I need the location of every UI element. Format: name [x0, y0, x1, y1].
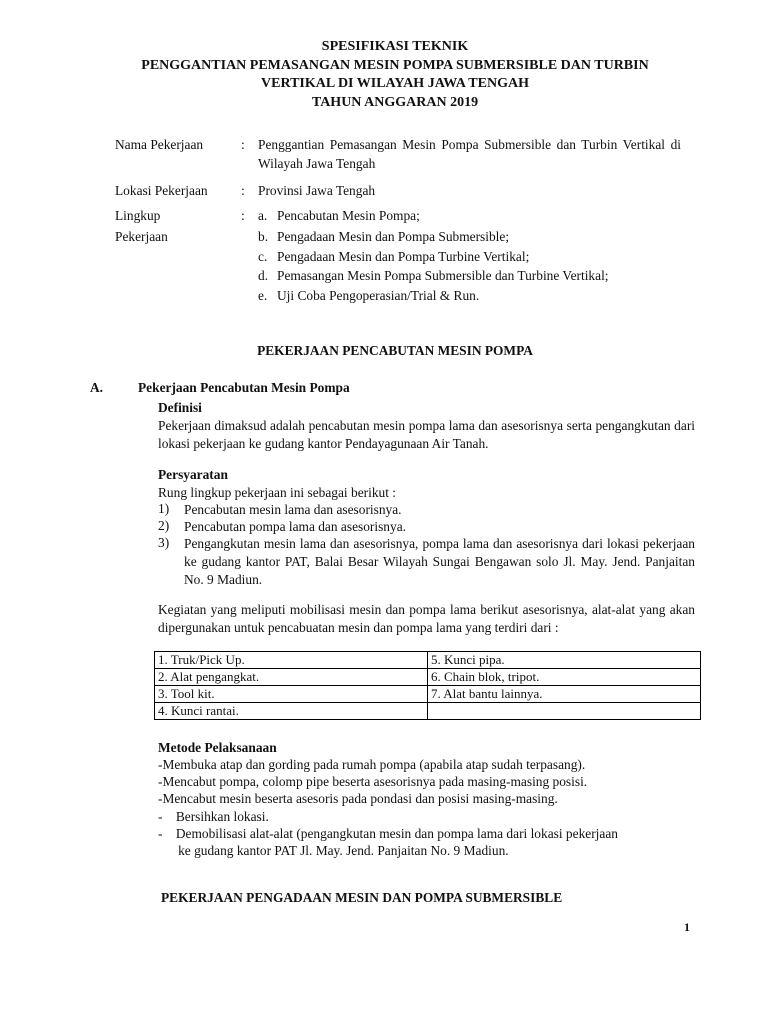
- table-row: [155, 703, 701, 720]
- title-line-3: VERTIKAL DI WILAYAH JAWA TENGAH: [261, 76, 529, 91]
- table-row: [155, 686, 701, 703]
- persyaratan-item: Pencabutan mesin lama dan asesorisnya.: [184, 502, 402, 517]
- persyaratan-item: Pencabutan pompa lama dan asesorisnya.: [184, 519, 406, 534]
- table-cell: 7. Alat bantu lainnya.: [428, 686, 701, 703]
- subsection-title: Pekerjaan Pencabutan Mesin Pompa: [138, 380, 350, 395]
- metode-item: ke gudang kantor PAT Jl. May. Jend. Panjaitan No. 9 Madiun.: [158, 843, 509, 858]
- lingkup-item-letter: a.: [258, 208, 268, 223]
- document-title: [90, 38, 700, 112]
- lingkup-label-2: Pekerjaan: [115, 229, 168, 244]
- lingkup-label-1: Lingkup: [115, 208, 161, 223]
- table-cell: 4. Kunci rantai.: [155, 703, 428, 720]
- nama-pekerjaan-label: Nama Pekerjaan: [115, 137, 204, 152]
- colon: :: [241, 137, 245, 152]
- definisi-heading: Definisi: [158, 400, 202, 415]
- lingkup-item-letter: e.: [258, 288, 268, 303]
- metode-item: - Demobilisasi alat-alat (pengangkutan mesin dan pompa lama dari lokasi pekerjaan: [158, 826, 618, 841]
- tools-table: [154, 651, 701, 720]
- colon: :: [241, 208, 245, 223]
- table-cell: 3. Tool kit.: [155, 686, 428, 703]
- table-row: [155, 669, 701, 686]
- persyaratan-item: Pengangkutan mesin lama dan asesorisnya, pompa lama dan asesorisnya dari lokasi pekerjaan ke gudang kantor PAT, Balai Besar Wilayah Sungai Bengawan solo Jl. May. Jend. Panjaitan No. 9 Madiun.: [184, 536, 695, 587]
- title-line-2: PENGGANTIAN PEMASANGAN MESIN POMPA SUBMERSIBLE DAN TURBIN: [141, 57, 649, 73]
- table-cell: [428, 703, 701, 720]
- persyaratan-num: 3): [158, 535, 170, 550]
- table-cell: 1. Truk/Pick Up.: [155, 652, 428, 669]
- metode-item: -Mencabut pompa, colomp pipe beserta asesorisnya pada masing-masing posisi.: [158, 774, 588, 789]
- nama-pekerjaan-value: Penggantian Pemasangan Mesin Pompa Submersible dan Turbin Vertikal di Wilayah Jawa Tengah: [258, 137, 681, 171]
- lingkup-item-letter: b.: [258, 229, 269, 244]
- colon: :: [241, 183, 245, 198]
- lingkup-item: Pengadaan Mesin dan Pompa Turbine Vertikal;: [277, 249, 530, 264]
- persyaratan-intro: Rung lingkup pekerjaan ini sebagai berikut :: [158, 485, 396, 500]
- table-cell: 2. Alat pengangkat.: [155, 669, 428, 686]
- subsection-letter: A.: [90, 380, 104, 395]
- lingkup-item: Pengadaan Mesin dan Pompa Submersible;: [277, 229, 510, 244]
- lingkup-item: Pencabutan Mesin Pompa;: [277, 208, 420, 223]
- definisi-text: Pekerjaan dimaksud adalah pencabutan mesin pompa lama dan asesorisnya serta pengangkutan dari lokasi pekerjaan ke gudang kantor Pendayagunaan Air Tanah.: [158, 418, 695, 451]
- lingkup-item-letter: c.: [258, 249, 268, 264]
- section-heading-pencabutan: PEKERJAAN PENCABUTAN MESIN POMPA: [257, 343, 533, 358]
- page-number: 1: [684, 920, 690, 934]
- persyaratan-num: 2): [158, 518, 170, 533]
- persyaratan-num: 1): [158, 501, 170, 516]
- metode-heading: Metode Pelaksanaan: [158, 740, 277, 755]
- lingkup-item: Uji Coba Pengoperasian/Trial & Run.: [277, 288, 480, 303]
- table-row: [155, 652, 701, 669]
- lokasi-pekerjaan-label: Lokasi Pekerjaan: [115, 183, 208, 198]
- metode-item: -Membuka atap dan gording pada rumah pompa (apabila atap sudah terpasang).: [158, 757, 586, 772]
- metode-item: - Bersihkan lokasi.: [158, 809, 269, 824]
- lokasi-pekerjaan-value: Provinsi Jawa Tengah: [258, 183, 376, 198]
- title-line-1: SPESIFIKASI TEKNIK: [321, 39, 469, 54]
- section-heading-pengadaan: PEKERJAAN PENGADAAN MESIN DAN POMPA SUBMERSIBLE: [161, 890, 563, 905]
- lingkup-item-letter: d.: [258, 268, 269, 283]
- table-cell: 6. Chain blok, tripot.: [428, 669, 701, 686]
- kegiatan-text: Kegiatan yang meliputi mobilisasi mesin dan pompa lama berikut asesorisnya, alat-alat yang akan dipergunakan untuk pencabuatan mesin dan pompa lama yang terdiri dari :: [158, 602, 695, 635]
- metode-item: -Mencabut mesin beserta asesoris pada pondasi dan posisi masing-masing.: [158, 791, 558, 806]
- lingkup-item: Pemasangan Mesin Pompa Submersible dan Turbine Vertikal;: [277, 268, 609, 283]
- persyaratan-heading: Persyaratan: [158, 467, 228, 482]
- title-line-4: TAHUN ANGGARAN 2019: [311, 94, 479, 110]
- table-cell: 5. Kunci pipa.: [428, 652, 701, 669]
